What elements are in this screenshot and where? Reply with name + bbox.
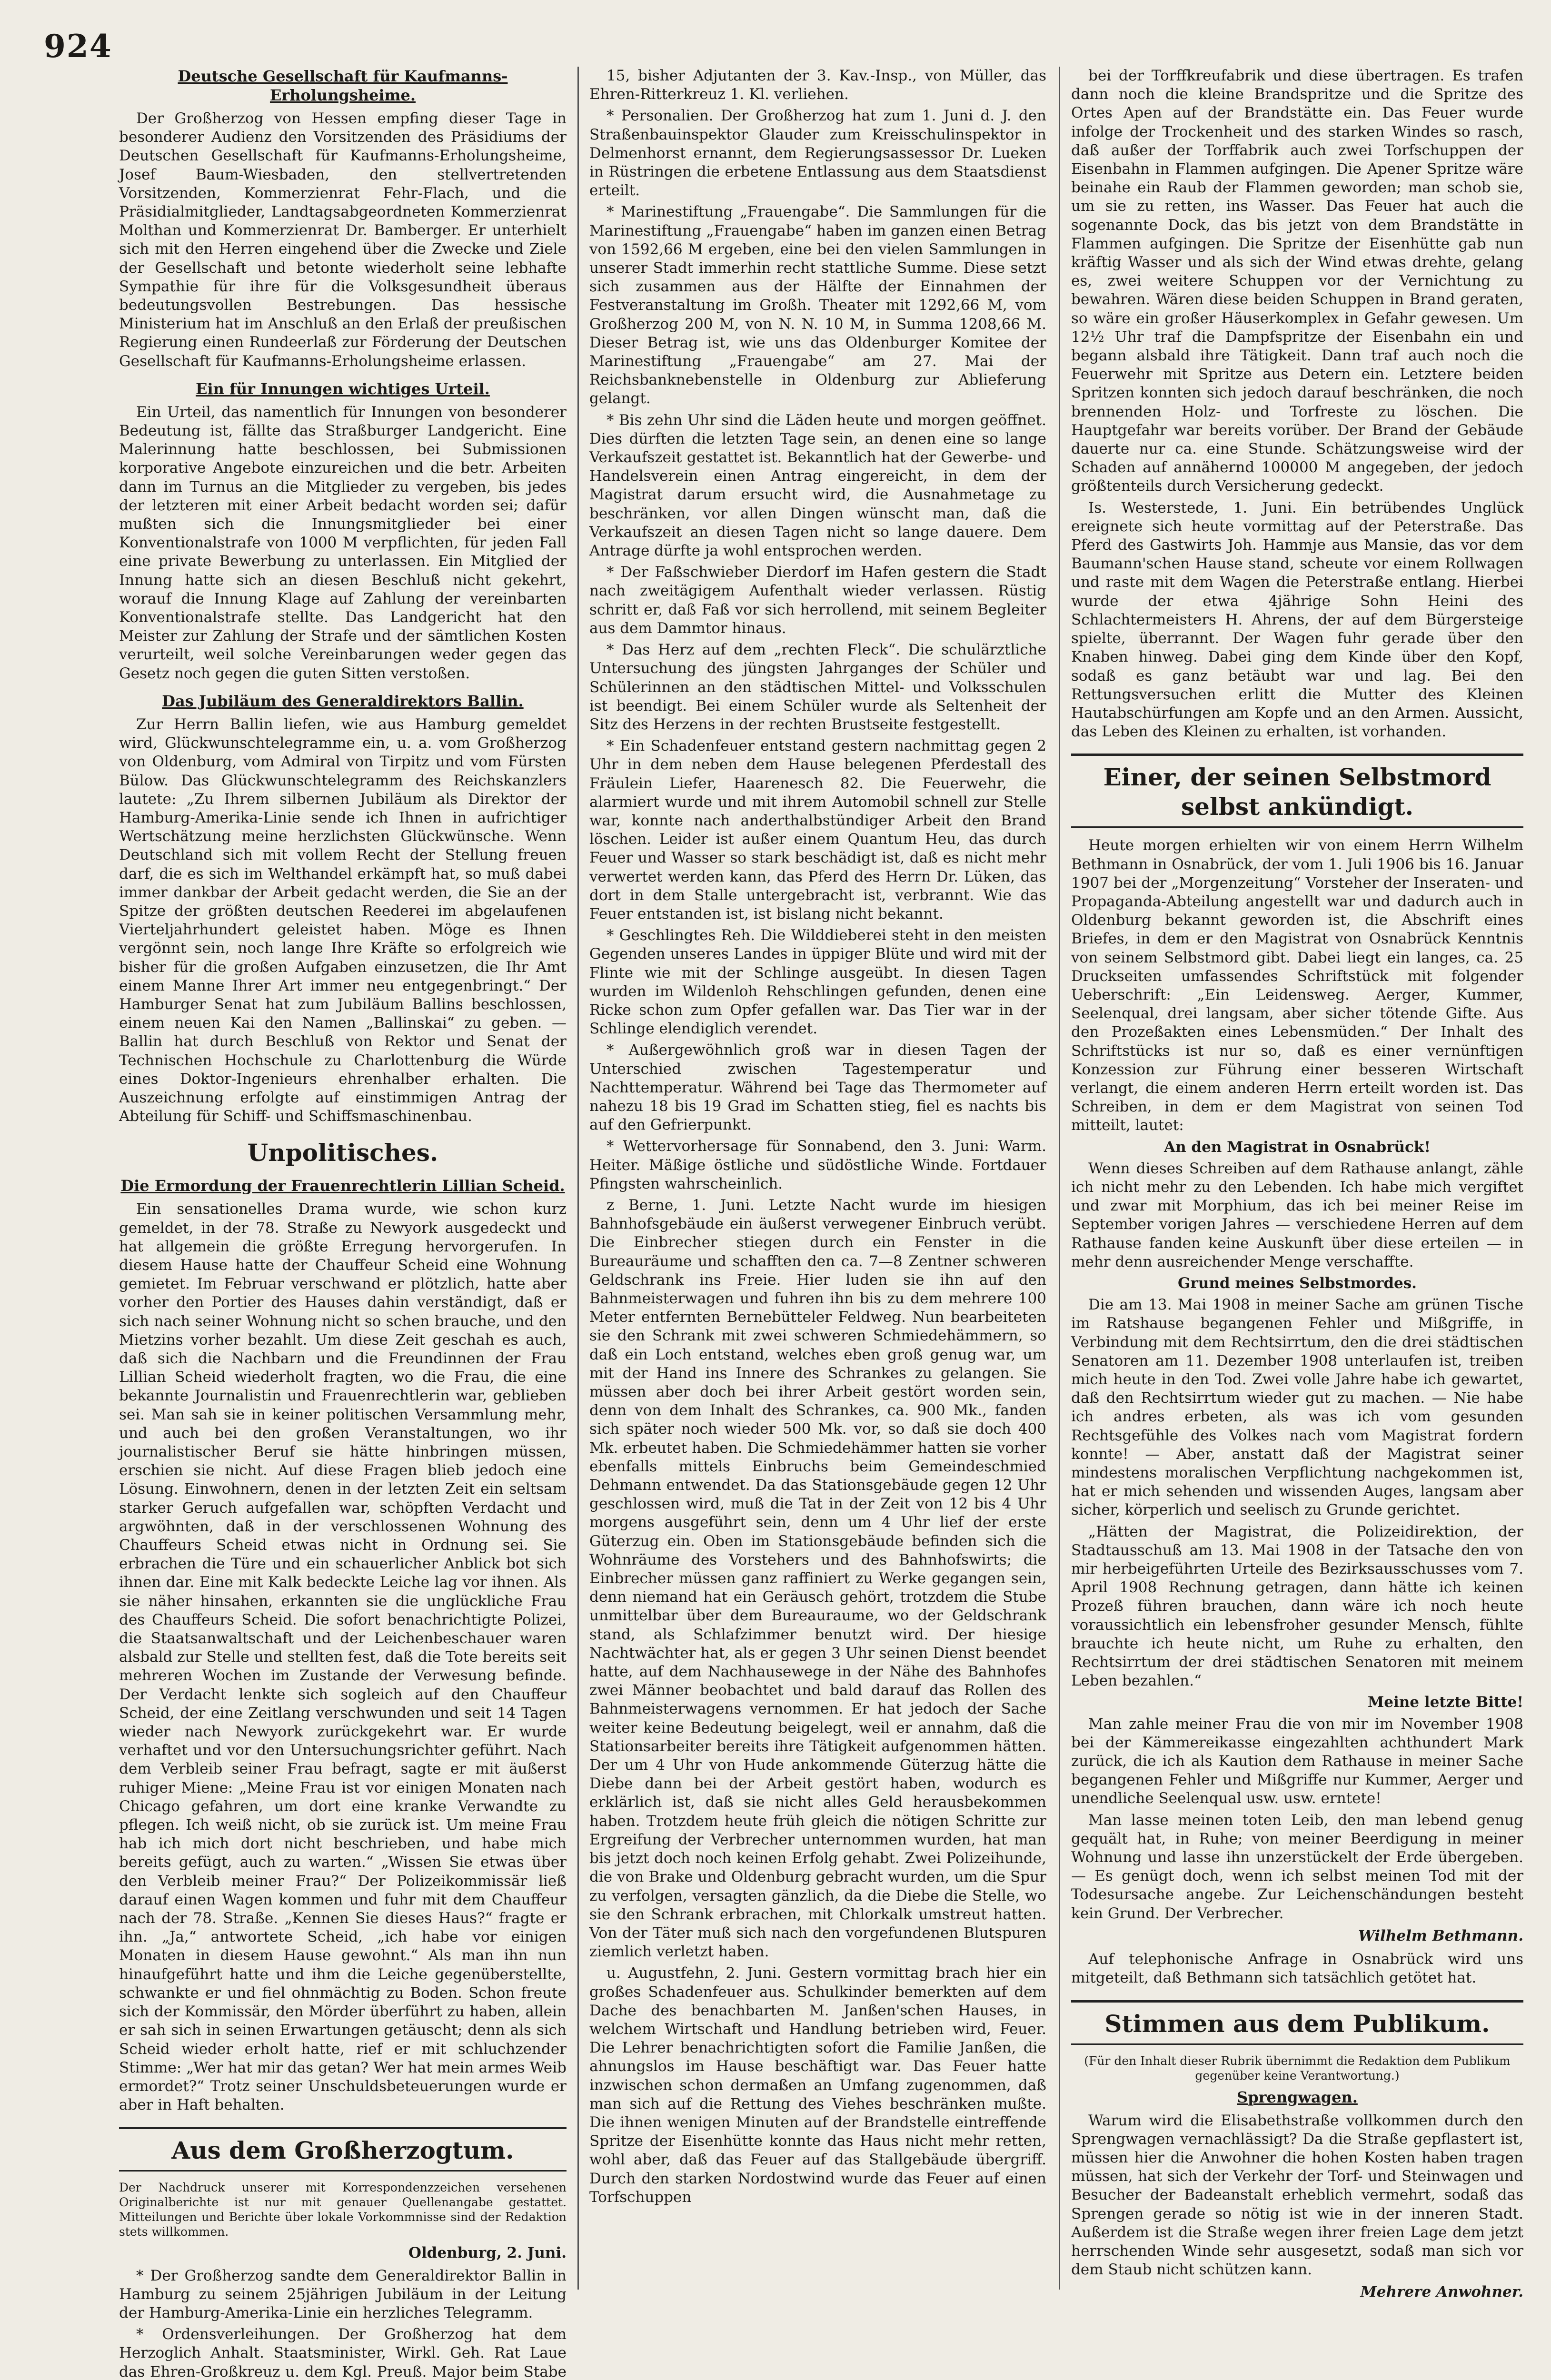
news-item: * Der Großherzog sandte dem Generaldirektor Ballin in Hamburg zu seinem 25jährigen Jubiläum in der Leitung der Hamburg-Amerika-Linie ein herzliches Telegramm. — [119, 2267, 567, 2321]
article-text: „Hätten der Magistrat, die Polizeidirektion, der Stadtausschuß am 13. Mai 1908 in der Tatsache den von mir herbeigeführten Urteile des Bezirksausschusses vom 7. April 1908 Rechnung getragen, dann hätte ich keinen Prozeß führen brauchen, dann wäre ich noch heute voraussichtlich ein lebensfroher gesunder Mensch, fühlte brauchte ich heute nicht, um Ruhe zu erhalten, den Rechtsirrtum der drei städtischen Senatoren mit meinem Leben bezahlen.“ — [1071, 1523, 1523, 1690]
page-number: 924 — [44, 28, 112, 65]
article-text: Heute morgen erhielten wir von einem Herrn Wilhelm Bethmann in Osnabrück, der vom 1. Juli 1906 bis 16. Januar 1907 bei der „Morgenzeitung“ Vorsteher der Inseraten- und Propaganda-Abteilung angestellt war und dadurch auch in Oldenburg bekannt geworden ist, die Abschrift eines Briefes, in dem er den Magistrat von Osnabrück Kenntnis von seinem Selbstmord gibt. Dabei liegt ein langes, ca. 25 Druckseiten umfassendes Schriftstück mit folgender Ueberschrift: „Ein Leidensweg. Aerger, Kummer, Seelenqual, drei langsam, aber sicher tötende Gifte. Aus den Prozeßakten eines Lebensmüden.“ Der Inhalt des Schriftstücks ist nur so, daß es einer vernünftigen Konzession zur Führung einer besseren Wirtschaft verlangt, die einem anderen Herrn erteilt worden ist. Das Schreiben, in dem er dem Magistrat von seinen Tod mitteilt, lautet: — [1071, 837, 1523, 1134]
article-text: Warum wird die Elisabethstraße vollkommen durch den Sprengwagen vernachlässigt? Da die Straße gepflastert ist, müssen hier die Anwohner die hohen Kosten haben tragen müssen, hat sich der Verkehr der Torf- und Steinwagen und Besucher der Badeanstalt erheblich vermehrt, sodaß das Sprengen gerade so nötig ist wie in der inneren Stadt. Außerdem ist die Straße wegen ihrer freien Lage dem jetzt herrschenden Winde sehr ausgesetzt, sodaß man sich vor dem Staub nicht schützen kann. — [1071, 2112, 1523, 2279]
article-title: Das Jubiläum des Generaldirektors Ballin. — [162, 692, 524, 710]
dateline: Oldenburg, 2. Juni. — [408, 2244, 567, 2262]
signature: Wilhelm Bethmann. — [1358, 1927, 1523, 1944]
section-heading-stimmen: Stimmen aus dem Publikum. — [1071, 2000, 1523, 2045]
article-text: Man zahle meiner Frau die von mir im November 1908 bei der Kämmereikasse eingezahlten achthundert Mark zurück, die ich als Kaution dem Rathause in meiner Sache begangenen Fehler und Mißgriffe nur Kummer, Aerger und unendliche Seelenqual usw. usw. erntete! — [1071, 1715, 1523, 1807]
article-text: Auf telephonische Anfrage in Osnabrück wird uns mitgeteilt, daß Bethmann sich tatsächlich getötet hat. — [1071, 1951, 1523, 1987]
article — [119, 379, 567, 683]
news-item: * Marinestiftung „Frauengabe“. Die Sammlungen für die Marinestiftung „Frauengabe“ haben im ganzen einen Betrag von 1592,66 M ergeben, eine bei den vielen Sammlungen in unserer Stadt immerhin recht stattliche Summe. Diese setzt sich zusammen aus der Hälfte der Einnahmen der Festveranstaltung im Großh. Theater mit 1292,66 M, vom Großherzog 200 M, von N. N. 10 M, in Summa 1208,66 M. Dieser Betrag ist, wie uns das Oldenburger Komitee der Marinestiftung „Frauengabe“ am 27. Mai der Reichsbanknebenstelle in Oldenburg zur Ablieferung gelangt. — [589, 203, 1046, 407]
letter-subheading: Meine letzte Bitte! — [1367, 1694, 1523, 1711]
article — [1071, 2088, 1523, 2302]
news-item: * Das Herz auf dem „rechten Fleck“. Die schulärztliche Untersuchung des jüngsten Jahrganges der Schüler und Schülerinnen an den städtischen Mittel- und Volksschulen ist beendigt. Bei einem Schüler wurde als Seltenheit der Sitz des Herzens in der rechten Brustseite festgestellt. — [589, 641, 1046, 733]
article-title: Sprengwagen. — [1237, 2088, 1358, 2106]
news-item: * Personalien. Der Großherzog hat zum 1. Juni d. J. den Straßenbauinspektor Glauder zum Kreisschulinspektor in Delmenhorst ernannt, dem Regierungsassessor Dr. Lueken in Rüstringen die erbetene Entlassung aus dem Staatsdienst erteilt. — [589, 107, 1046, 199]
column-2 — [589, 67, 1046, 2290]
news-items — [589, 67, 1046, 2207]
news-item: * Ein Schadenfeuer entstand gestern nachmittag gegen 2 Uhr in dem neben dem Hause belegenen Pferdestall des Fräulein Liefer, Haarenesch 82. Die Feuerwehr, die alarmiert wurde und mit ihrem Automobil schnell zur Stelle war, konnte nach anderthalbstündiger Arbeit den Brand löschen. Leider ist außer einem Quantum Heu, das durch Feuer und Wasser so stark beschädigt ist, daß es nicht mehr verwertet werden kann, das Pferd des Herrn Dr. Lüken, das dort in dem Stalle untergebracht ist, verbrannt. Wie das Feuer entstanden ist, ist bislang nicht bekannt. — [589, 737, 1046, 922]
article — [119, 692, 567, 1126]
news-item: * Ordensverleihungen. Der Großherzog hat dem Herzoglich Anhalt. Staatsminister, Wirkl. Geh. Rat Laue das Ehren-Großkreuz u. dem Kgl. Preuß. Major beim Stabe — [119, 2326, 567, 2380]
news-item: u. Augustfehn, 2. Juni. Gestern vormittag brach hier ein großes Schadenfeuer aus. Schulkinder bemerkten auf dem Dache des benachbarten M. Janßen'schen Hauses, in welchem Wirtschaft und Handlung betrieben wird, Feuer. Die Lehrer benachrichtigten sofort die Familie Janßen, die ahnungslos im Hause beschäftigt war. Das Feuer hatte inzwischen schon dermaßen an Umfang zugenommen, daß man sich auf die Rettung des Viehes beschränken mußte. Die ihnen wenigen Minuten auf der Brandstelle eintreffende Spritze der Eisenhütte konnte das Haus nicht mehr retten, wohl aber, daß das Feuer auf das Stallgebäude übergriff. Durch den starken Nordostwind wurde das Feuer auf einen Torfschuppen — [589, 1964, 1046, 2206]
news-item: 15, bisher Adjutanten der 3. Kav.-Insp., von Müller, das Ehren-Ritterkreuz 1. Kl. verliehen. — [589, 67, 1046, 103]
letter-heading: An den Magistrat in Osnabrück! — [1164, 1138, 1431, 1156]
news-item: z Berne, 1. Juni. Letzte Nacht wurde im hiesigen Bahnhofsgebäude ein äußerst verwegener Einbruch verübt. Die Einbrecher stiegen durch ein Fenster in die Bureauräume und schafften den ca. 7—8 Zentner schweren Geldschrank ins Freie. Hier luden sie ihn auf den Bahnmeisterwagen und fuhren ihn bis zu dem mehrere 100 Meter entfernten Bernebütteler Feldweg. Nun bearbeiteten sie den Schrank mit zwei schweren Schmiedehämmern, so daß ein Loch entstand, welches eben groß genug war, um mit der Hand ins Innere des Schrankes zu gelangen. Sie müssen aber doch bei ihrer Arbeit gestört worden sein, denn von dem Inhalt des Schrankes, ca. 900 Mk., fanden sich später noch wieder 500 Mk. vor, so daß sie doch 400 Mk. erbeutet haben. Die Schmiedehämmer hatten sie vorher ebenfalls mittels Einbruchs beim Gemeindeschmied Dehmann entwendet. Da das Stationsgebäude gegen 12 Uhr geschlossen wird, muß die Tat in der Zeit von 12 bis 4 Uhr morgens ausgeführt sein, denn um 4 Uhr lief der erste Güterzug ein. Oben im Stationsgebäude befinden sich die Wohnräume des Vorstehers und des Bahnhofswirts; die Einbrecher müssen ganz raffiniert zu Werke gegangen sein, denn niemand hat ein Geräusch gehört, trotzdem die Stube unmittelbar über dem Bureauraume, wo der Geldschrank stand, als Schlafzimmer benutzt wird. Der hiesige Nachtwächter hat, als er gegen 3 Uhr seinen Dienst beendet hatte, auf dem Nachhausewege in der Nähe des Bahnhofes zwei Männer beobachtet und bald darauf das Rollen des Bahnmeisterwagens vernommen. Er hat jedoch der Sache weiter keine Bedeutung beigelegt, weil er annahm, daß die Stationsarbeiter bereits ihre Tätigkeit aufgenommen hätten. Der um 4 Uhr von Hude ankommende Güterzug hätte die Diebe dann bei der Arbeit gestört haben, wodurch es erklärlich ist, daß sie nicht alles Geld herausbekommen haben. Trotzdem heute früh gleich die nötigen Schritte zur Ergreifung der Verbrecher unternommen wurden, hat man bis jetzt doch noch keinen Erfolg gehabt. Zwei Polizeihunde, die von Brake und Oldenburg gebracht wurden, um die Spur zu verfolgen, versagten gänzlich, da die Diebe die Stelle, wo sie den Schrank erbrachen, mit Chlorkalk umstreut hatten. Von der Täter muß sich nach den vorgefundenen Blutspuren ziemlich verletzt haben. — [589, 1196, 1046, 1961]
news-item: bei der Torffkreufabrik und diese übertragen. Es trafen dann noch die kleine Brandspritze und die Spritze des Ortes Apen auf der Brandstätte ein. Das Feuer wurde infolge der Trockenheit und des starken Windes so rasch, daß außer der Torffabrik auch zwei Torfschuppen der Eisenbahn in Flammen aufgingen. Die Apener Spritze wäre beinahe ein Raub der Flammen geworden; man schob sie, um sie zu retten, ins Wasser. Das Feuer hat auch die sogenannte Dock, das bis jetzt von dem Brandstätte in Flammen aufgingen. Die Spritze der Eisenhütte gab nun kräftig Wasser und als sich der Wind etwas drehte, gelang es, zwei weitere Schuppen vor der Vernichtung zu bewahren. Wären diese beiden Schuppen in Brand geraten, so wäre ein großer Häuserkomplex in Gefahr gewesen. Um 12½ Uhr traf die Dampfspritze der Eisenbahn ein und begann alsbald ihre Tätigkeit. Dann traf auch noch die Feuerwehr mit Spritze aus Detern ein. Letztere beiden Spritzen konnten sich jedoch darauf beschränken, die noch brennenden Holz- und Torfreste zu löschen. Die Hauptgefahr war bereits vorüber. Der Brand der Gebäude dauerte nur ca. eine Stunde. Schätzungsweise wird der Schaden auf annähernd 100000 M angegeben, der jedoch größtenteils durch Versicherung gedeckt. — [1071, 67, 1523, 495]
article-text: Der Großherzog von Hessen empfing dieser Tage in besonderer Audienz den Vorsitzenden des Präsidiums der Deutschen Gesellschaft für Kaufmanns-Erholungsheime, Josef Baum-Wiesbaden, den stellvertretenden Vorsitzenden, Kommerzienrat Fehr-Flach, und die Präsidialmitglieder, Landtagsabgeordneten Kommerzienrat Molthan und Kommerzienrat Dr. Bamberger. Er unterhielt sich mit den Herren eingehend über die Zwecke und Ziele der Gesellschaft und betonte wiederholt seine lebhafte Sympathie für ihre für die Volksgesundheit überaus bedeutungsvollen Bestrebungen. Das hessische Ministerium hat im Anschluß an den Erlaß der preußischen Regierung einen Rundeerlaß zur Förderung der Deutschen Gesellschaft für Kaufmanns-Erholungsheime erlassen. — [119, 110, 567, 370]
article — [119, 67, 567, 371]
article-text: Die am 13. Mai 1908 in meiner Sache am grünen Tische im Ratshause begangenen Fehler und Mißgriffe, in Verbindung mit dem Rechtsirrtum, den die drei städtischen Senatoren am 11. Dezember 1908 unterlaufen ist, treiben mich heute in den Tod. Zwei volle Jahre habe ich gewartet, daß den Rechtsirrtum wieder gut zu machen. — Nie habe ich andres erbeten, als was ich vom gesunden Rechtsgefühle des Volkes nach vom Magistrat fordern konnte! — Aber, anstatt daß der Magistrat seiner mindestens moralischen Verpflichtung nachgekommen ist, hat er mich sehenden und wissenden Auges, langsam aber sicher, körperlich und seelisch zu Grunde gerichtet. — [1071, 1296, 1523, 1519]
article-title: Deutsche Gesellschaft für Kaufmanns-Erholungsheime. — [178, 67, 508, 104]
section-heading-unpolitisches: Unpolitisches. — [247, 1139, 438, 1167]
column-rule — [577, 67, 579, 2290]
news-item: * Außergewöhnlich groß war in diesen Tagen der Unterschied zwischen Tagestemperatur und Nachttemperatur. Während bei Tage das Thermometer auf nahezu 18 bis 19 Grad im Schatten stieg, fiel es nachts bis auf den Gefrierpunkt. — [589, 1041, 1046, 1134]
article — [119, 1176, 567, 2114]
article-title: Ein für Innungen wichtiges Urteil. — [196, 379, 490, 398]
news-items — [1071, 67, 1523, 741]
article — [1071, 836, 1523, 1987]
disclaimer-note: (Für den Inhalt dieser Rubrik übernimmt die Redaktion dem Publikum gegenüber keine Verantwortung.) — [1084, 2053, 1511, 2082]
column-1 — [119, 67, 567, 2380]
signature: Mehrere Anwohner. — [1360, 2283, 1523, 2301]
article-title: Die Ermordung der Frauenrechtlerin Lillian Scheid. — [120, 1177, 565, 1195]
letter-subheading: Grund meines Selbstmordes. — [1178, 1274, 1417, 1292]
article-text: Ein Urteil, das namentlich für Innungen von besonderer Bedeutung ist, fällte das Straßburger Landgericht. Eine Malerinnung hatte beschlossen, bei Submissionen korporative Angebote einzureichen und die betr. Arbeiten dann im Turnus an die Mitglieder zu vergeben, bis jedes der letzteren mit einer Arbeit bedacht worden sei; dafür mußten sich die Innungsmitglieder bei einer Konventionalstrafe von 1000 M verpflichten, für jeden Fall eine private Bewerbung zu unterlassen. Ein Mitglied der Innung hatte sich an diesen Beschluß nicht gekehrt, worauf die Innung Klage auf Zahlung der vereinbarten Konventionalstrafe stellte. Das Landgericht hat den Meister zur Zahlung der Strafe und der sämtlichen Kosten verurteilt, weil solche Vereinbarungen weder gegen das Gesetz noch gegen die guten Sitten verstoßen. — [119, 403, 567, 682]
news-item: * Der Faßschwieber Dierdorf im Hafen gestern die Stadt nach zweitägigem Aufenthalt wieder verlassen. Rüstig schritt er, daß Faß vor sich herrollend, mit seinem Begleiter aus dem Dammtor hinaus. — [589, 564, 1046, 637]
news-item: * Geschlingtes Reh. Die Wilddieberei steht in den meisten Gegenden unseres Landes in üppiger Blüte und wird mit der Flinte wie mit der Schlinge ausgeübt. In diesen Tagen wurden im Wildenloh Rehschlingen gefunden, denen eine Ricke schon zum Opfer gefallen war. Das Tier war in der Schlinge elendiglich verendet. — [589, 927, 1046, 1038]
section-heading-suicide: Einer, der seinen Selbstmord selbst ankündigt. — [1071, 754, 1523, 828]
news-item: * Wettervorhersage für Sonnabend, den 3. Juni: Warm. Heiter. Mäßige östliche und südöstliche Winde. Fortdauer Pfingsten wahrscheinlich. — [589, 1138, 1046, 1192]
article-text: Zur Herrn Ballin liefen, wie aus Hamburg gemeldet wird, Glückwunschtelegramme ein, u. a. vom Großherzog von Oldenburg, vom Admiral von Tirpitz und vom Fürsten Bülow. Das Glückwunschtelegramm des Reichskanzlers lautete: „Zu Ihrem silbernen Jubiläum als Direktor der Hamburg-Amerika-Linie sende ich Ihnen in aufrichtiger Wertschätzung meine herzlichsten Glückwünsche. Wenn Deutschland sich mit vollem Recht der Stellung freuen darf, die es sich im Welthandel erkämpft hat, so muß dabei immer dankbar der Arbeit gedacht werden, die Sie an der Spitze der größten deutschen Reederei im abgelaufenen Vierteljahrhundert geleistet haben. Möge es Ihnen vergönnt sein, noch lange Ihre Kräfte so erfolgreich wie bisher für die großen Aufgaben einzusetzen, die Ihr Amt einem Manne Ihrer Art immer neu entgegenbringt.“ Der Hamburger Senat hat zum Jubiläum Ballins beschlossen, einem neuen Kai den Namen „Ballinskai“ zu geben. — Ballin hat durch Beschluß von Rektor und Senat der Technischen Hochschule zu Charlottenburg die Würde eines Doktor-Ingenieurs ehrenhalber erhalten. Die Auszeichnung erfolgte auf einstimmigen Antrag der Abteilung für Schiff- und Schiffsmaschinenbau. — [119, 715, 567, 1125]
column-3 — [1071, 67, 1523, 2301]
news-items — [119, 2267, 567, 2380]
article-text: Wenn dieses Schreiben auf dem Rathause anlangt, zähle ich nicht mehr zu den Lebenden. Ich habe mich vergiftet und zwar mit Morphium, das ich bei meiner Reise im September vorigen Jahres — verschiedene Herren auf dem Rathause fanden keine Auskunft über diese erteilen — in mehr denn ausreichender Menge verschaffte. — [1071, 1160, 1523, 1270]
news-item: Is. Westerstede, 1. Juni. Ein betrübendes Unglück ereignete sich heute vormittag auf der Peterstraße. Das Pferd des Gastwirts Joh. Hammje aus Mansie, das vor dem Baumann'schen Hause stand, scheute vor einem Rollwagen und raste mit dem Wagen die Peterstraße entlang. Hierbei wurde der etwa 4jährige Sohn Heini des Schlachtermeisters H. Ahrens, der auf dem Bürgersteige spielte, überrannt. Der Wagen fuhr gerade über den Knaben hinweg. Dabei ging dem Kinde über den Kopf, sodaß es ganz betäubt war und lag. Bei den Rettungsversuchen erlitt die Mutter des Kleinen Hautabschürfungen am Kopfe und an den Armen. Aussicht, das Leben des Kleinen zu erhalten, ist vorhanden. — [1071, 499, 1523, 741]
reprint-note: Der Nachdruck unserer mit Korrespondenzzeichen versehenen Originalberichte ist nur mit genauer Quellenangabe gestattet. Mitteilungen und Berichte über lokale Vorkommnisse sind der Redaktion stets willkommen. — [119, 2181, 567, 2239]
news-item: * Bis zehn Uhr sind die Läden heute und morgen geöffnet. Dies dürften die letzten Tage sein, an denen eine so lange Verkaufszeit gestattet ist. Bekanntlich hat der Gewerbe- und Handelsverein einen Antrag eingereicht, in dem der Magistrat darum ersucht wird, die Ausnahmetage zu beschränken, vor allen Dingen wünscht man, daß die Verkaufszeit an diesen Tagen nicht so lange dauere. Dem Antrage dürfte ja wohl entsprochen werden. — [589, 411, 1046, 560]
column-rule — [1059, 67, 1060, 2290]
article-text: Man lasse meinen toten Leib, den man lebend genug gequält hat, in Ruhe; von meiner Beerdigung in meiner Wohnung und lasse ihn unzerstückelt der Erde übergeben. — Es genügt doch, wenn ich selbst meinen Tod mit der Todesursache angebe. Zur Leichenschändungen besteht kein Grund. Der Verbrecher. — [1071, 1811, 1523, 1922]
article-text: Ein sensationelles Drama wurde, wie schon kurz gemeldet, in der 78. Straße zu Newyork ausgedeckt und hat allgemein die größte Erregung hervorgerufen. In diesem Hause hatte der Chauffeur Scheid eine Wohnung gemietet. Im Februar verschwand er plötzlich, hatte aber vorher den Portier des Hauses dahin verständigt, daß er sich nach seiner Wohnung nicht so schen brauche, und den Mietzins vorher bezahlt. Um diese Zeit geschah es auch, daß sich die Nachbarn und die Freundinnen der Frau Lillian Scheid wiederholt fragten, wo die Frau, die eine bekannte Journalistin und Frauenrechtlerin war, geblieben sei. Man sah sie in keiner politischen Versammlung mehr, und auch bei den großen Veranstaltungen, wo ihr journalistischer Beruf sie hätte hinbringen müssen, erschien sie nicht. Auf diese Fragen blieb jedoch eine Lösung. Einwohnern, denen in der letzten Zeit ein seltsam starker Geruch aufgefallen war, schöpften Verdacht und argwöhnten, daß in der verschlossenen Wohnung des Chauffeurs Scheid etwas nicht in Ordnung sei. Sie erbrachen die Türe und ein schauerlicher Anblick bot sich ihnen dar. Eine mit Kalk bedeckte Leiche lag vor ihnen. Als sie näher hinsahen, erkannten sie die unglückliche Frau des Chauffeurs Scheid. Die sofort benachrichtigte Polizei, die Staatsanwaltschaft und der Leichenbeschauer waren alsbald zur Stelle und stellten fest, daß die Tote bereits seit mehreren Wochen im Zustande der Verwesung befinde. Der Verdacht lenkte sich sogleich auf den Chauffeur Scheid, der eine Zeitlang verschwunden und seit 14 Tagen wieder nach Newyork zurückgekehrt war. Er wurde verhaftet und vor den Untersuchungsrichter geführt. Nach dem Verbleib seiner Frau befragt, sagte er mit äußerst ruhiger Miene: „Meine Frau ist vor einigen Monaten nach Chicago gefahren, um dort eine kranke Verwandte zu pflegen. Ich weiß nicht, ob sie zurück ist. Um meine Frau hab ich mich dort nicht beschrieben, und habe mich bereits gefügt, auch zu warten.“ „Wissen Sie etwas über den Verbleib meiner Frau?“ Der Polizeikommissär ließ darauf einen Wagen kommen und fuhr mit dem Chauffeur nach der 78. Straße. „Kennen Sie dieses Haus?“ fragte er ihn. „Ja,“ antwortete Scheid, „ich habe vor einigen Monaten in diesem Hause gewohnt.“ Als man ihn nun hinaufgeführt hatte und ihm die Leiche gegenüberstellte, schwankte er und fiel ohnmächtig zu Boden. Schon freute sich der Kommissär, den Mörder überführt zu haben, allein er sah sich in seinen Erwartungen getäuscht; denn als sich Scheid wieder erholt hatte, rief er mit schluchzender Stimme: „Wer hat mir das getan? Wer hat mein armes Weib ermordet?“ Trotz seiner Unschuldsbeteuerungen wurde er aber in Haft behalten. — [119, 1200, 567, 2114]
section-heading-grossherzogtum: Aus dem Großherzogtum. — [119, 2127, 567, 2172]
